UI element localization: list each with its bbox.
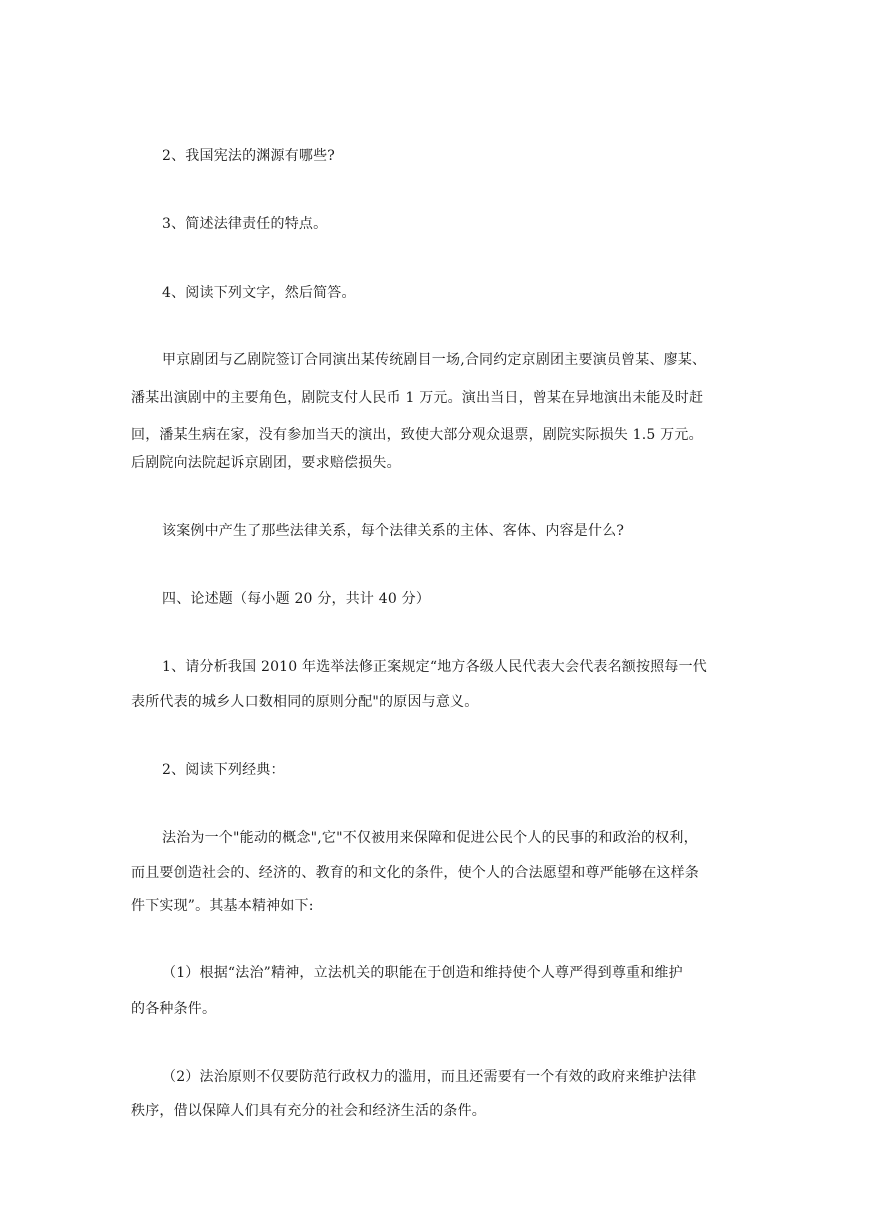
point-1-line-1: （1）根据“法治”精神，立法机关的职能在于创造和维持使个人尊严得到尊重和维护 [162, 965, 683, 981]
point-2-line-2: 秩序，借以保障人们具有充分的社会和经济生活的条件。 [131, 1103, 486, 1119]
essay-2-intro: 2、阅读下列经典： [162, 762, 285, 778]
question-2: 2、我国宪法的渊源有哪些? [162, 148, 336, 164]
classic-line-1: 法治为一个"能动的概念",它"不仅被用来保障和促进公民个人的民事的和政治的权利， [162, 830, 698, 846]
case-line-4: 后剧院向法院起诉京剧团，要求赔偿损失。 [131, 455, 401, 471]
section-4-heading: 四、论述题（每小题 20 分，共计 40 分） [162, 591, 431, 607]
case-line-2: 潘某出演剧中的主要角色，剧院支付人民币 1 万元。演出当日，曾某在异地演出未能及时赶 [131, 390, 704, 406]
case-question: 该案例中产生了那些法律关系，每个法律关系的主体、客体、内容是什么? [162, 523, 625, 539]
point-2-line-1: （2）法治原则不仅要防范行政权力的滥用，而且还需要有一个有效的政府来维护法律 [162, 1069, 697, 1085]
point-1-line-2: 的各种条件。 [131, 1001, 217, 1017]
question-3: 3、简述法律责任的特点。 [162, 216, 328, 232]
case-line-1: 甲京剧团与乙剧院签订合同演出某传统剧目一场,合同约定京剧团主要演员曾某、廖某、 [162, 352, 707, 368]
question-4: 4、阅读下列文字，然后简答。 [162, 285, 356, 301]
case-line-3: 回，潘某生病在家，没有参加当天的演出，致使大部分观众退票，剧院实际损失 1.5 万元。 [131, 427, 703, 443]
classic-line-2: 而且要创造社会的、经济的、教育的和文化的条件，使个人的合法愿望和尊严能够在这样条 [131, 865, 699, 881]
essay-1-line-1: 1、请分析我国 2010 年选举法修正案规定“地方各级人民代表大会代表名额按照每一代 [162, 659, 707, 675]
essay-1-line-2: 表所代表的城乡人口数相同的原则分配"的原因与意义。 [131, 694, 479, 710]
classic-line-3: 件下实现”。其基本精神如下: [131, 898, 314, 914]
